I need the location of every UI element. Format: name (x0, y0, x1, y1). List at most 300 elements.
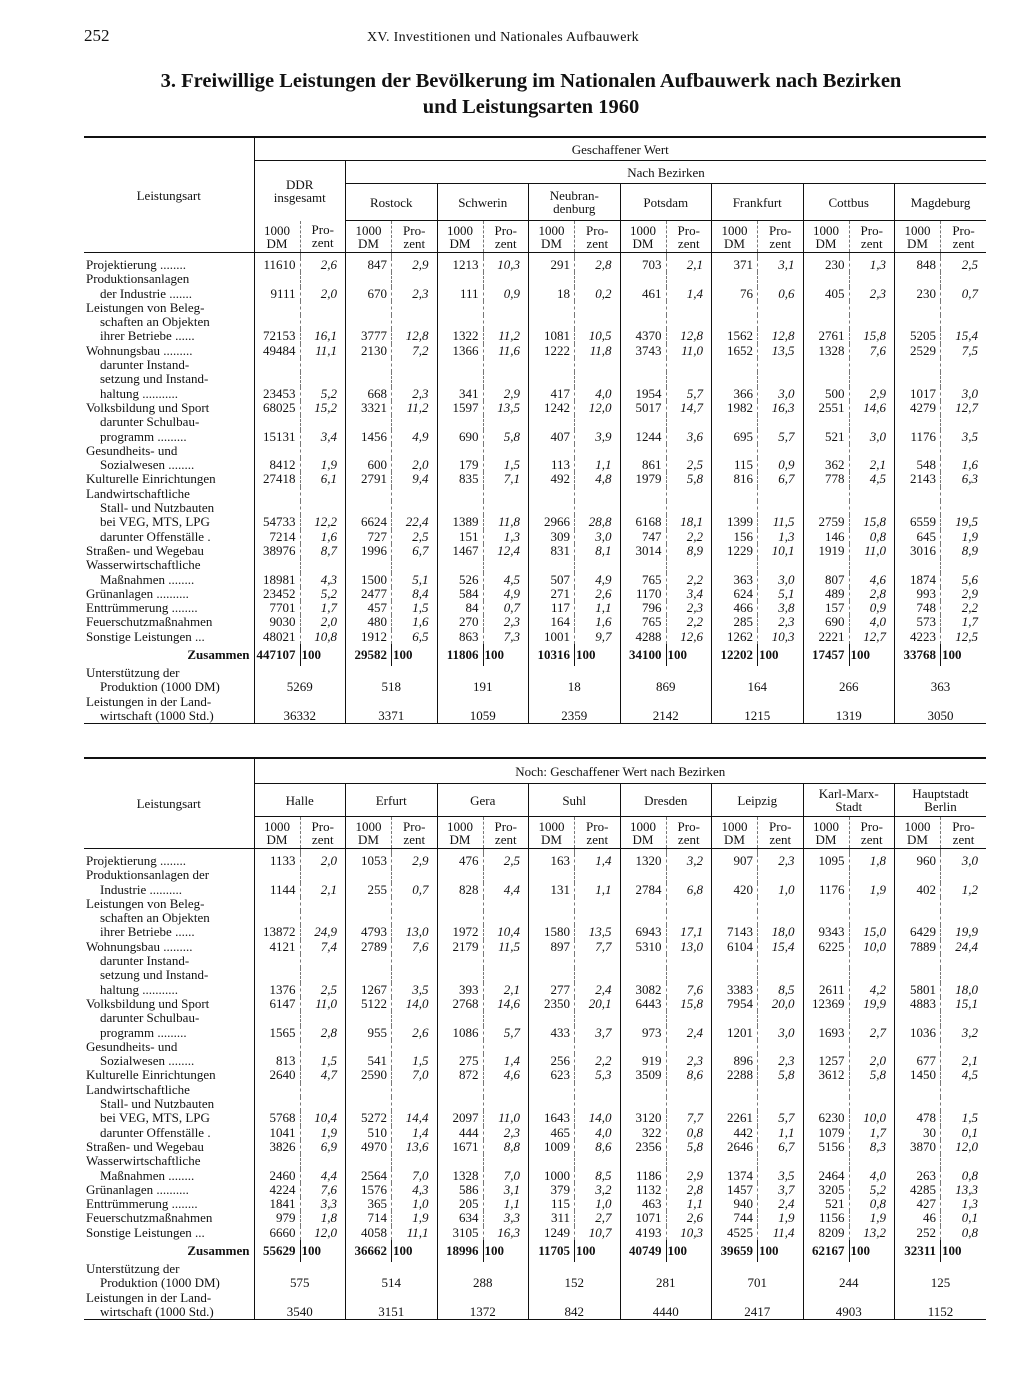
value-percent (575, 1154, 621, 1168)
row-label: der Industrie ....... (100, 286, 193, 301)
value-1000-dm (529, 487, 575, 501)
value-1000-dm: 277 (529, 983, 575, 997)
value-1000-dm: 393 (437, 983, 483, 997)
value-1000-dm: 1041 (254, 1126, 300, 1140)
value-1000-dm: 1374 (712, 1169, 758, 1183)
value-1000-dm: 38976 (254, 544, 300, 558)
value-percent: 1,1 (758, 1126, 804, 1140)
extra-spacer (803, 695, 895, 709)
value-1000-dm: 2784 (620, 883, 666, 897)
value-1000-dm (895, 487, 941, 501)
unit-line: zent (677, 831, 700, 847)
value-1000-dm: 6943 (620, 925, 666, 939)
value-percent: 18,0 (758, 925, 804, 939)
row-label: ihrer Betriebe ...... (100, 329, 195, 344)
value-1000-dm: 6147 (254, 997, 300, 1011)
value-percent: 4,5 (941, 1068, 987, 1082)
value-1000-dm: 27418 (254, 472, 300, 486)
value-1000-dm (620, 1154, 666, 1168)
extra-value: 5269 (254, 680, 346, 694)
extra-spacer (529, 666, 621, 680)
unit-line: DM (266, 832, 288, 847)
column-header-line: Gera (470, 792, 496, 808)
extra-spacer (437, 1291, 529, 1305)
row-label: Leistungen von Beleg- (86, 300, 205, 315)
value-1000-dm: 492 (529, 472, 575, 486)
value-1000-dm (529, 315, 575, 329)
value-percent: 8,5 (575, 1169, 621, 1183)
extra-row-label (84, 666, 986, 680)
column-header-line: Frankfurt (732, 194, 782, 210)
extra-row-label (84, 1291, 986, 1305)
row-label: Maßnahmen ........ (100, 572, 195, 587)
unit-line: zent (952, 235, 975, 251)
value-percent: 2,9 (483, 387, 529, 401)
row-label: Wasserwirtschaftliche (86, 558, 201, 573)
value-percent: 7,1 (483, 472, 529, 486)
row-label: haltung ........... (100, 982, 178, 997)
extra-spacer (712, 1262, 804, 1276)
row-label: Grünanlagen .......... (86, 1182, 189, 1197)
row-label: Sonstige Leistungen ... (86, 629, 205, 644)
value-1000-dm (254, 1097, 300, 1111)
total-percent: 100 (941, 1240, 987, 1262)
value-percent: 2,9 (392, 258, 438, 272)
total-percent: 100 (483, 644, 529, 666)
value-1000-dm (895, 954, 941, 968)
value-percent: 2,1 (300, 883, 346, 897)
unit-line: Pro- (952, 818, 975, 834)
value-1000-dm: 526 (437, 573, 483, 587)
value-percent (483, 1154, 529, 1168)
value-percent (758, 1083, 804, 1097)
value-percent (300, 1083, 346, 1097)
value-percent: 3,0 (758, 573, 804, 587)
total-percent: 100 (666, 644, 712, 666)
value-1000-dm: 1841 (254, 1197, 300, 1211)
row-label: Projektierung ........ (86, 854, 187, 868)
value-1000-dm: 1257 (803, 1054, 849, 1068)
value-percent (575, 315, 621, 329)
value-1000-dm (620, 954, 666, 968)
total-row (84, 1240, 986, 1262)
value-percent: 2,6 (300, 258, 346, 272)
value-1000-dm: 420 (712, 883, 758, 897)
value-percent (849, 1011, 895, 1025)
row-label: darunter Offenställe . (100, 529, 211, 544)
unit-header-percent (483, 221, 529, 253)
value-1000-dm: 1095 (803, 854, 849, 868)
table-row (84, 1211, 986, 1225)
value-percent: 10,1 (758, 544, 804, 558)
value-1000-dm: 2646 (712, 1140, 758, 1154)
total-1000-dm: 33768 (895, 644, 941, 666)
value-1000-dm: 1982 (712, 401, 758, 415)
total-1000-dm: 447107 (254, 644, 300, 666)
value-percent: 2,3 (758, 1054, 804, 1068)
value-1000-dm: 3826 (254, 1140, 300, 1154)
value-percent: 11,5 (758, 515, 804, 529)
value-1000-dm: 1376 (254, 983, 300, 997)
value-1000-dm: 747 (620, 530, 666, 544)
value-1000-dm (437, 444, 483, 458)
column-header-district (895, 184, 987, 221)
value-1000-dm: 1001 (529, 630, 575, 644)
total-percent: 100 (666, 1240, 712, 1262)
statistics-table-part-1 (84, 136, 986, 724)
value-1000-dm (437, 358, 483, 372)
extra-row (84, 709, 986, 724)
row-label: Kulturelle Einrichtungen (86, 472, 216, 487)
value-percent: 24,4 (941, 940, 987, 954)
extra-spacer (254, 1291, 346, 1305)
value-1000-dm: 1562 (712, 329, 758, 343)
value-percent: 1,1 (483, 1197, 529, 1211)
value-1000-dm: 634 (437, 1211, 483, 1225)
extra-row (84, 1305, 986, 1320)
row-label: bei VEG, MTS, LPG (100, 515, 210, 530)
value-percent: 0,2 (575, 287, 621, 301)
extra-spacer (254, 666, 346, 680)
value-1000-dm (712, 1097, 758, 1111)
total-percent: 100 (849, 644, 895, 666)
extra-value: 266 (803, 680, 895, 694)
value-1000-dm (529, 1083, 575, 1097)
value-percent: 10,4 (300, 1111, 346, 1125)
extra-row-label (84, 695, 986, 709)
value-1000-dm: 113 (529, 458, 575, 472)
unit-line: Pro- (860, 222, 883, 238)
value-1000-dm: 5122 (346, 997, 392, 1011)
value-percent: 10,4 (483, 925, 529, 939)
value-1000-dm: 1186 (620, 1169, 666, 1183)
value-1000-dm: 4279 (895, 401, 941, 415)
value-1000-dm: 2097 (437, 1111, 483, 1125)
value-percent (483, 415, 529, 429)
unit-header-dm (437, 221, 483, 253)
value-1000-dm (712, 1040, 758, 1054)
value-1000-dm (346, 1083, 392, 1097)
value-1000-dm: 3509 (620, 1068, 666, 1082)
value-percent: 1,9 (849, 883, 895, 897)
value-percent: 9,4 (392, 472, 438, 486)
value-1000-dm: 48021 (254, 630, 300, 644)
value-1000-dm (437, 315, 483, 329)
value-1000-dm: 270 (437, 615, 483, 629)
value-percent: 1,0 (758, 883, 804, 897)
value-percent (575, 968, 621, 982)
value-percent (849, 487, 895, 501)
extra-spacer (346, 695, 438, 709)
value-percent: 3,5 (941, 430, 987, 444)
extra-spacer (803, 1262, 895, 1276)
value-percent: 6,7 (758, 472, 804, 486)
value-1000-dm: 405 (803, 287, 849, 301)
value-percent (483, 1011, 529, 1025)
row-label: Grünanlagen .......... (86, 586, 189, 601)
value-percent: 12,2 (300, 515, 346, 529)
value-percent (849, 301, 895, 315)
value-1000-dm: 465 (529, 1126, 575, 1140)
value-percent (300, 954, 346, 968)
row-label: Leistungen von Beleg- (86, 896, 205, 911)
value-percent: 2,8 (575, 258, 621, 272)
value-1000-dm: 4121 (254, 940, 300, 954)
value-percent: 2,5 (666, 458, 712, 472)
value-1000-dm: 2350 (529, 997, 575, 1011)
value-percent (392, 1154, 438, 1168)
row-label: darunter Offenställe . (100, 1125, 211, 1140)
extra-label: Leistungen in der Land- (86, 694, 212, 709)
table-row (84, 968, 986, 982)
value-1000-dm (620, 315, 666, 329)
statistics-table-part-2 (84, 757, 986, 1320)
table-row (84, 1097, 986, 1111)
extra-label: wirtschaft (1000 Std.) (84, 1305, 254, 1320)
value-percent: 5,1 (758, 587, 804, 601)
value-1000-dm (254, 358, 300, 372)
value-1000-dm (712, 558, 758, 572)
value-1000-dm: 907 (712, 854, 758, 868)
value-1000-dm: 1156 (803, 1211, 849, 1225)
value-percent (941, 1097, 987, 1111)
value-1000-dm: 4883 (895, 997, 941, 1011)
row-label: Industrie .......... (100, 882, 182, 897)
row-label: Sozialwesen ........ (100, 458, 195, 473)
value-percent (758, 1097, 804, 1111)
value-1000-dm: 703 (620, 258, 666, 272)
value-1000-dm: 748 (895, 601, 941, 615)
value-percent: 15,4 (758, 940, 804, 954)
value-1000-dm (620, 897, 666, 911)
value-1000-dm (895, 1083, 941, 1097)
value-1000-dm: 457 (346, 601, 392, 615)
value-1000-dm (346, 415, 392, 429)
value-1000-dm: 1399 (712, 515, 758, 529)
value-1000-dm (346, 897, 392, 911)
extra-spacer (529, 1291, 621, 1305)
value-percent: 1,8 (849, 854, 895, 868)
extra-spacer (712, 666, 804, 680)
column-header-line: DDR (286, 176, 314, 192)
unit-header-percent (758, 817, 804, 849)
value-percent (483, 954, 529, 968)
value-percent (666, 372, 712, 386)
total-label: Zusammen (187, 1243, 250, 1259)
value-1000-dm: 1170 (620, 587, 666, 601)
value-percent: 12,0 (941, 1140, 987, 1154)
value-percent: 8,6 (575, 1140, 621, 1154)
value-1000-dm (529, 897, 575, 911)
value-percent: 28,8 (575, 515, 621, 529)
value-percent: 7,7 (575, 940, 621, 954)
value-percent (758, 954, 804, 968)
table-row (84, 587, 986, 601)
value-1000-dm: 3014 (620, 544, 666, 558)
value-percent: 12,8 (392, 329, 438, 343)
value-1000-dm (529, 1040, 575, 1054)
value-1000-dm (529, 954, 575, 968)
value-percent (575, 301, 621, 315)
table-row (84, 329, 986, 343)
value-percent: 2,0 (392, 458, 438, 472)
value-percent: 4,0 (575, 387, 621, 401)
value-percent: 2,3 (666, 601, 712, 615)
value-1000-dm (346, 968, 392, 982)
value-1000-dm (803, 1040, 849, 1054)
value-1000-dm: 2768 (437, 997, 483, 1011)
value-1000-dm (620, 487, 666, 501)
value-percent (300, 501, 346, 515)
extra-value: 1319 (803, 709, 895, 724)
value-percent: 3,7 (575, 1026, 621, 1040)
extra-spacer (620, 695, 712, 709)
value-1000-dm: 1262 (712, 630, 758, 644)
value-percent: 14,0 (575, 1111, 621, 1125)
value-percent: 12,4 (483, 544, 529, 558)
value-percent: 3,2 (666, 854, 712, 868)
value-1000-dm: 252 (895, 1226, 941, 1240)
value-1000-dm: 15131 (254, 430, 300, 444)
value-1000-dm: 510 (346, 1126, 392, 1140)
value-percent: 10,7 (575, 1226, 621, 1240)
value-percent: 2,5 (483, 854, 529, 868)
table-title-line-1: 3. Freiwillige Leistungen der Bevölkerung im Nationalen Aufbauwerk nach Bezirken (160, 70, 902, 92)
value-1000-dm (254, 501, 300, 515)
value-1000-dm (712, 272, 758, 286)
value-1000-dm: 362 (803, 458, 849, 472)
value-1000-dm: 835 (437, 472, 483, 486)
unit-line: 1000 (813, 819, 839, 834)
unit-line: zent (952, 831, 975, 847)
column-header-district (437, 784, 529, 817)
unit-line: DM (266, 235, 288, 251)
value-1000-dm: 714 (346, 1211, 392, 1225)
value-1000-dm: 30 (895, 1126, 941, 1140)
value-percent (758, 968, 804, 982)
value-percent (392, 444, 438, 458)
value-1000-dm (254, 1040, 300, 1054)
value-1000-dm: 8412 (254, 458, 300, 472)
unit-line: zent (494, 831, 517, 847)
value-percent (666, 301, 712, 315)
value-1000-dm (254, 415, 300, 429)
value-1000-dm (437, 1154, 483, 1168)
value-percent (300, 911, 346, 925)
column-header-line: Potsdam (643, 194, 689, 210)
value-1000-dm (712, 1083, 758, 1097)
unit-header-dm (895, 221, 941, 253)
value-1000-dm: 2261 (712, 1111, 758, 1125)
extra-value: 3050 (895, 709, 987, 724)
value-1000-dm (346, 272, 392, 286)
unit-line: Pro- (677, 818, 700, 834)
value-1000-dm: 366 (712, 387, 758, 401)
total-1000-dm: 34100 (620, 644, 666, 666)
value-1000-dm: 13872 (254, 925, 300, 939)
value-1000-dm: 402 (895, 883, 941, 897)
value-percent: 5,8 (849, 1068, 895, 1082)
value-percent: 4,5 (849, 472, 895, 486)
value-percent: 2,3 (758, 854, 804, 868)
value-1000-dm: 2288 (712, 1068, 758, 1082)
value-1000-dm: 1132 (620, 1183, 666, 1197)
extra-spacer (895, 1291, 987, 1305)
value-percent (941, 1154, 987, 1168)
value-percent (483, 897, 529, 911)
value-percent (392, 1040, 438, 1054)
value-percent: 2,9 (849, 387, 895, 401)
row-label: Straßen- und Wegebau (86, 543, 204, 558)
value-1000-dm: 1222 (529, 344, 575, 358)
unit-line: 1000 (538, 819, 565, 834)
unit-line: 1000 (264, 222, 290, 238)
table-row (84, 1154, 986, 1168)
table-row (84, 1126, 986, 1140)
row-label: Maßnahmen ........ (100, 1168, 195, 1183)
row-label: Produktionsanlagen (86, 272, 190, 287)
row-label: Landwirtschaftliche (86, 1082, 190, 1097)
value-1000-dm (529, 444, 575, 458)
value-1000-dm: 11610 (254, 258, 300, 272)
unit-line: Pro- (494, 818, 517, 834)
value-percent: 6,3 (941, 472, 987, 486)
unit-header-dm (437, 817, 483, 849)
row-label: darunter Instand- (100, 954, 190, 969)
value-percent (941, 868, 987, 882)
value-1000-dm (712, 487, 758, 501)
value-percent: 6,9 (300, 1140, 346, 1154)
extra-value: 2142 (620, 709, 712, 724)
value-percent: 11,6 (483, 344, 529, 358)
value-1000-dm (620, 911, 666, 925)
value-percent (575, 272, 621, 286)
value-percent: 2,2 (575, 1054, 621, 1068)
value-percent (666, 1097, 712, 1111)
value-percent (483, 1097, 529, 1111)
value-percent: 2,0 (849, 1054, 895, 1068)
value-percent: 18,0 (941, 983, 987, 997)
value-1000-dm: 23453 (254, 387, 300, 401)
value-percent: 8,3 (849, 1140, 895, 1154)
value-1000-dm (620, 501, 666, 515)
table-row (84, 997, 986, 1011)
value-percent: 2,9 (392, 854, 438, 868)
extra-value: 3151 (346, 1305, 438, 1320)
value-percent (758, 315, 804, 329)
table-row (84, 1083, 986, 1097)
subgroup-header: Nach Bezirken (346, 161, 987, 184)
value-percent (849, 1097, 895, 1111)
value-1000-dm (803, 1011, 849, 1025)
value-percent: 15,8 (849, 515, 895, 529)
value-1000-dm: 2143 (895, 472, 941, 486)
value-percent: 1,6 (392, 615, 438, 629)
value-percent: 8,1 (575, 544, 621, 558)
value-percent: 8,4 (392, 587, 438, 601)
value-percent: 7,2 (392, 344, 438, 358)
value-percent (392, 1083, 438, 1097)
value-1000-dm: 1874 (895, 573, 941, 587)
value-percent (392, 301, 438, 315)
unit-header-dm (620, 221, 666, 253)
value-percent: 2,6 (666, 1211, 712, 1225)
unit-header-percent (941, 817, 987, 849)
column-header-line: Dresden (644, 792, 688, 808)
value-percent (758, 415, 804, 429)
value-1000-dm: 146 (803, 530, 849, 544)
value-percent: 6,5 (392, 630, 438, 644)
